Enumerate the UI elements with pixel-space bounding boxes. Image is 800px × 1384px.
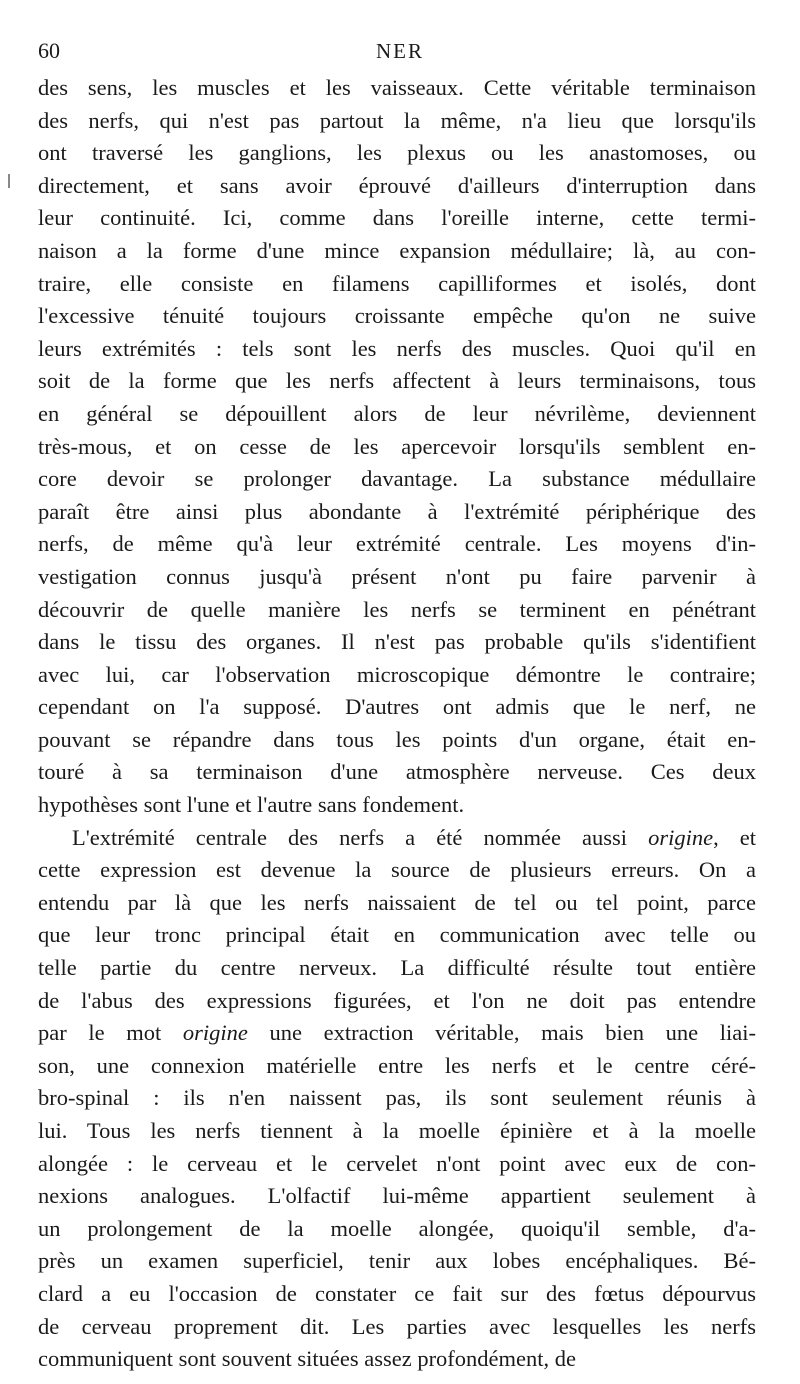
text-line: en général se dépouillent alors de leur névrilème, deviennent bbox=[38, 400, 756, 426]
text-line: clard a eu l'occasion de constater ce fait sur des fœtus dépourvus bbox=[38, 1280, 756, 1306]
text-line: naison a la forme d'une mince expansion médullaire; là, au con- bbox=[38, 237, 756, 263]
text-line: traire, elle consiste en filamens capilliformes et isolés, dont bbox=[38, 270, 756, 296]
paragraph-2 bbox=[38, 822, 756, 1376]
text-line: avec lui, car l'observation microscopique démontre le contraire; bbox=[38, 661, 756, 687]
text-line: pouvant se répandre dans tous les points d'un organe, était en- bbox=[38, 726, 756, 752]
text-line: alongée : le cerveau et le cervelet n'ont point avec eux de con- bbox=[38, 1150, 756, 1176]
text-line: par le mot origine une extraction véritable, mais bien une liai- bbox=[38, 1020, 756, 1046]
text-line: que leur tronc principal était en communication avec telle ou bbox=[38, 922, 756, 948]
text-line: directement, et sans avoir éprouvé d'ailleurs d'interruption dans bbox=[38, 172, 756, 198]
body-text bbox=[38, 72, 756, 1376]
running-title: NER bbox=[376, 39, 424, 63]
text-line: leur continuité. Ici, comme dans l'oreille interne, cette termi- bbox=[38, 205, 756, 231]
text-line: touré à sa terminaison d'une atmosphère nerveuse. Ces deux bbox=[38, 759, 756, 785]
text-line: leurs extrémités : tels sont les nerfs des muscles. Quoi qu'il en bbox=[38, 335, 756, 361]
text-line: près un examen superficiel, tenir aux lobes encéphaliques. Bé- bbox=[38, 1248, 756, 1274]
text-line: très-mous, et on cesse de les apercevoir lorsqu'ils semblent en- bbox=[38, 433, 756, 459]
text-line: hypothèses sont l'une et l'autre sans fondement. bbox=[38, 792, 465, 818]
text-line: core devoir se prolonger davantage. La substance médullaire bbox=[38, 466, 756, 492]
paragraph-1 bbox=[38, 72, 756, 822]
text-line: ont traversé les ganglions, les plexus ou les anastomoses, ou bbox=[38, 140, 756, 166]
text-line: son, une connexion matérielle entre les nerfs et le centre céré- bbox=[38, 1052, 756, 1078]
text-line: découvrir de quelle manière les nerfs se terminent en pénétrant bbox=[38, 596, 756, 622]
text-line: de l'abus des expressions figurées, et l'on ne doit pas entendre bbox=[38, 987, 756, 1013]
text-line: de cerveau proprement dit. Les parties avec lesquelles les nerfs bbox=[38, 1313, 756, 1339]
text-line: nexions analogues. L'olfactif lui-même appartient seulement à bbox=[38, 1183, 756, 1209]
text-line: des nerfs, qui n'est pas partout la même, n'a lieu que lorsqu'ils bbox=[38, 107, 756, 133]
text-line: dans le tissu des organes. Il n'est pas probable qu'ils s'identifient bbox=[38, 629, 756, 655]
text-line: cependant on l'a supposé. D'autres ont admis que le nerf, ne bbox=[38, 694, 756, 720]
text-line: bro-spinal : ils n'en naissent pas, ils sont seulement réunis à bbox=[38, 1085, 756, 1111]
text-line: cette expression est devenue la source de plusieurs erreurs. On a bbox=[38, 857, 756, 883]
text-line: paraît être ainsi plus abondante à l'extrémité périphérique des bbox=[38, 498, 756, 524]
text-line: soit de la forme que les nerfs affectent à leurs terminaisons, tous bbox=[38, 368, 756, 394]
text-line: entendu par là que les nerfs naissaient de tel ou tel point, parce bbox=[38, 889, 756, 915]
text-line: un prolongement de la moelle alongée, quoiqu'il semble, d'a- bbox=[38, 1215, 756, 1241]
text-line: nerfs, de même qu'à leur extrémité centrale. Les moyens d'in- bbox=[38, 531, 756, 557]
page-number: 60 bbox=[38, 38, 60, 63]
text-line: vestigation connus jusqu'à présent n'ont pu faire parvenir à bbox=[38, 563, 756, 589]
text-line: des sens, les muscles et les vaisseaux. Cette véritable terminaison bbox=[38, 75, 756, 100]
text-line: communiquent sont souvent situées assez profondément, de bbox=[38, 1346, 577, 1372]
margin-mark bbox=[8, 174, 10, 188]
text-line: L'extrémité centrale des nerfs a été nommée aussi origine, et bbox=[72, 824, 756, 850]
page-header bbox=[38, 36, 762, 66]
text-line: l'excessive ténuité toujours croissante empêche qu'on ne suive bbox=[38, 303, 756, 329]
text-line: lui. Tous les nerfs tiennent à la moelle épinière et à la moelle bbox=[38, 1118, 756, 1143]
text-line: telle partie du centre nerveux. La difficulté résulte tout entière bbox=[38, 955, 756, 981]
